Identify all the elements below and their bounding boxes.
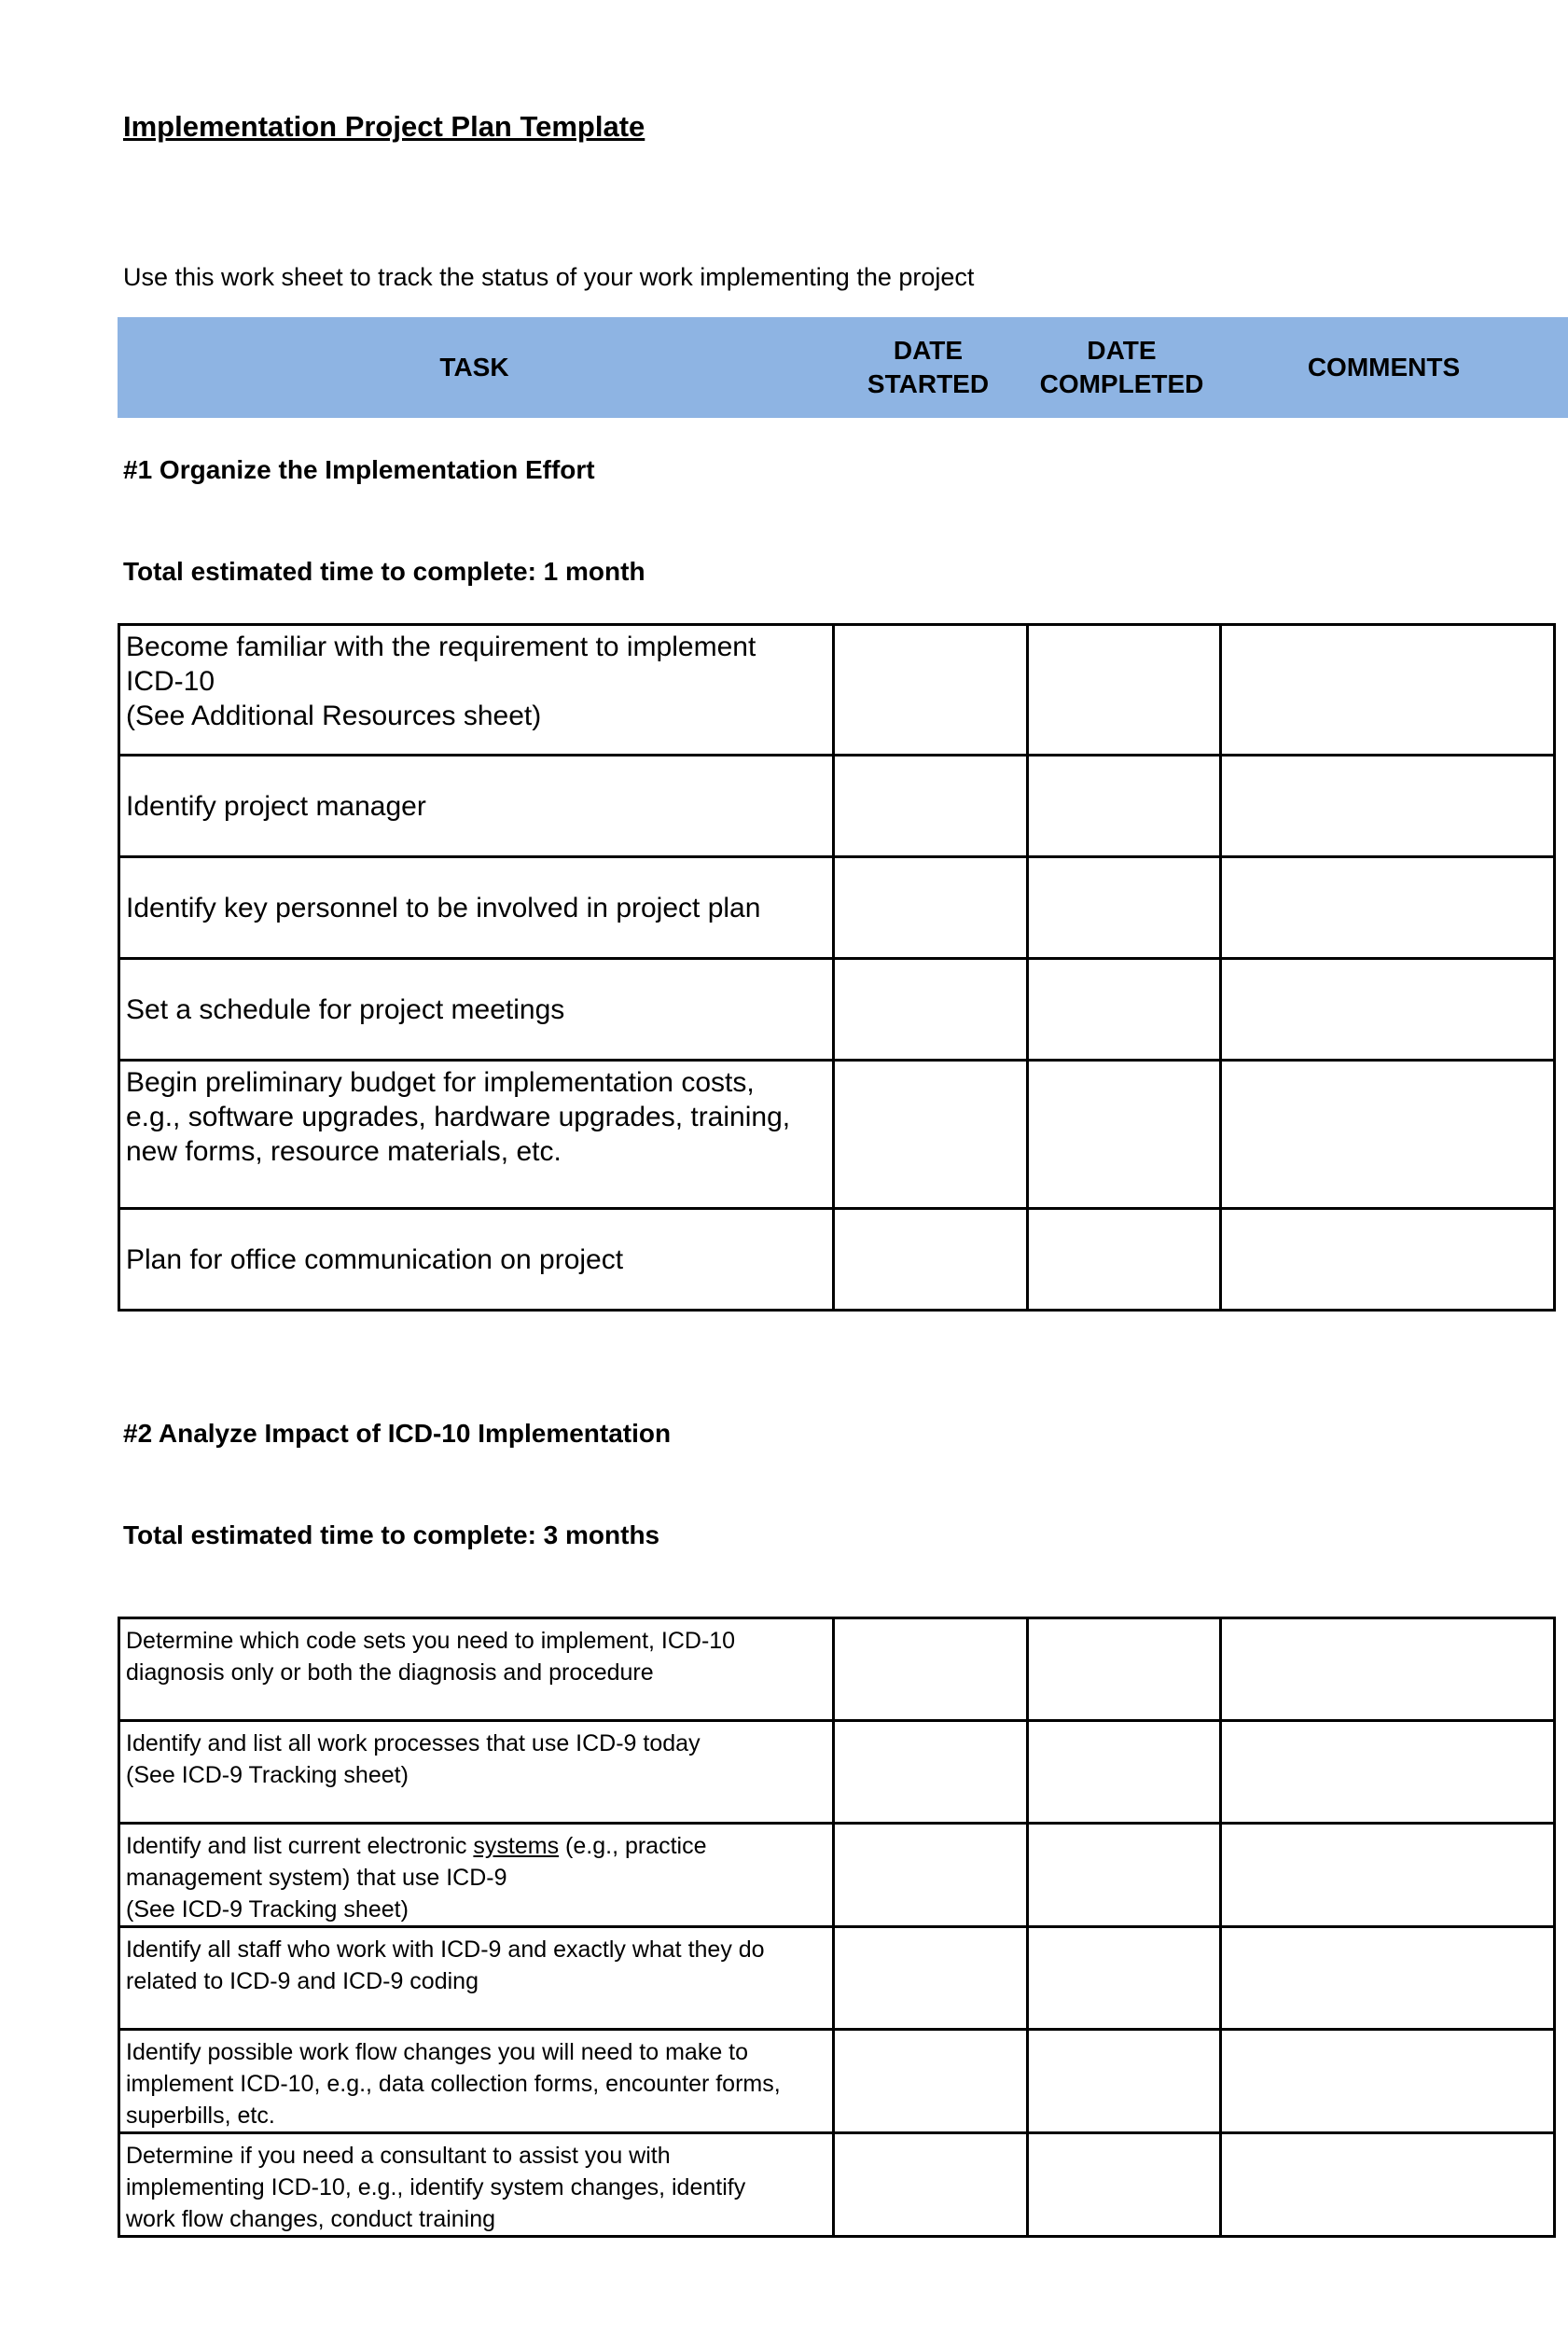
comments-cell[interactable] [1221,1061,1555,1209]
comments-cell[interactable] [1221,1209,1555,1311]
date-completed-cell[interactable] [1028,1824,1221,1927]
section-1-heading: #1 Organize the Implementation Effort [123,455,595,484]
section-2-time: Total estimated time to complete: 3 months [123,1520,660,1549]
systems-link-text: systems [473,1833,560,1859]
header-comments: COMMENTS [1307,353,1461,382]
date-completed-cell[interactable] [1028,1061,1221,1209]
section-1-task-table [118,623,1556,1312]
date-completed-cell[interactable] [1028,1209,1221,1311]
task-cell: Identify project manager [119,756,834,857]
date-started-cell[interactable] [834,1927,1028,2030]
date-completed-cell[interactable] [1028,2030,1221,2133]
task-cell: Become familiar with the requirement to implement ICD-10 (See Additional Resources sheet) [119,625,834,756]
date-started-cell[interactable] [834,857,1028,959]
section-1-time: Total estimated time to complete: 1 month [123,557,645,586]
task-cell: Set a schedule for project meetings [119,959,834,1061]
task-cell: Identify possible work flow changes you will need to make to implement ICD-10, e.g., data collection forms, encounter forms, superbills, etc. [119,2030,834,2133]
task-cell: Identify and list all work processes that use ICD-9 today (See ICD-9 Tracking sheet) [119,1721,834,1824]
comments-cell[interactable] [1221,959,1555,1061]
date-started-cell[interactable] [834,2133,1028,2237]
comments-cell[interactable] [1221,2133,1555,2237]
table-row [119,1061,1555,1209]
date-completed-cell[interactable] [1028,959,1221,1061]
task-text-before: Identify and list current electronic [126,1833,474,1859]
comments-cell[interactable] [1221,2030,1555,2133]
comments-cell[interactable] [1221,625,1555,756]
task-text-after: (e.g., practice management system) that use ICD-9 (See ICD-9 Tracking sheet) [126,1833,707,1923]
table-row [119,2030,1555,2133]
comments-cell[interactable] [1221,1824,1555,1927]
page-title: Implementation Project Plan Template [123,110,645,143]
date-started-cell[interactable] [834,1618,1028,1721]
task-cell: Identify all staff who work with ICD-9 and exactly what they do related to ICD-9 and ICD-9 coding [119,1927,834,2030]
table-row [119,857,1555,959]
task-cell [119,1824,834,1927]
header-date-completed: DATE COMPLETED [1039,336,1204,398]
column-header-band [118,317,1568,418]
date-started-cell[interactable] [834,2030,1028,2133]
table-row [119,756,1555,857]
table-row [119,1824,1555,1927]
date-started-cell[interactable] [834,1061,1028,1209]
comments-cell[interactable] [1221,1618,1555,1721]
date-started-cell[interactable] [834,959,1028,1061]
date-completed-cell[interactable] [1028,1618,1221,1721]
section-2-task-table [118,1617,1556,2238]
table-row [119,1209,1555,1311]
date-started-cell[interactable] [834,1209,1028,1311]
table-row [119,2133,1555,2237]
date-started-cell[interactable] [834,756,1028,857]
comments-cell[interactable] [1221,756,1555,857]
date-completed-cell[interactable] [1028,1721,1221,1824]
date-completed-cell[interactable] [1028,857,1221,959]
intro-text: Use this work sheet to track the status of your work implementing the project [123,263,975,291]
task-cell: Plan for office communication on project [119,1209,834,1311]
date-completed-cell[interactable] [1028,2133,1221,2237]
comments-cell[interactable] [1221,1721,1555,1824]
comments-cell[interactable] [1221,857,1555,959]
table-row [119,1927,1555,2030]
task-cell: Identify key personnel to be involved in project plan [119,857,834,959]
header-task: TASK [439,353,509,382]
date-started-cell[interactable] [834,625,1028,756]
task-cell: Determine which code sets you need to implement, ICD-10 diagnosis only or both the diagnosis and procedure [119,1618,834,1721]
table-row [119,959,1555,1061]
section-2-heading: #2 Analyze Impact of ICD-10 Implementation [123,1419,672,1448]
task-cell: Begin preliminary budget for implementation costs, e.g., software upgrades, hardware upgrades, training, new forms, resource materials, etc. [119,1061,834,1209]
task-cell: Determine if you need a consultant to assist you with implementing ICD-10, e.g., identify system changes, identify work flow changes, conduct training [119,2133,834,2237]
comments-cell[interactable] [1221,1927,1555,2030]
date-started-cell[interactable] [834,1721,1028,1824]
table-row [119,1721,1555,1824]
date-completed-cell[interactable] [1028,1927,1221,2030]
table-row [119,1618,1555,1721]
date-started-cell[interactable] [834,1824,1028,1927]
date-completed-cell[interactable] [1028,756,1221,857]
table-row [119,625,1555,756]
header-date-started: DATE STARTED [867,336,990,398]
date-completed-cell[interactable] [1028,625,1221,756]
